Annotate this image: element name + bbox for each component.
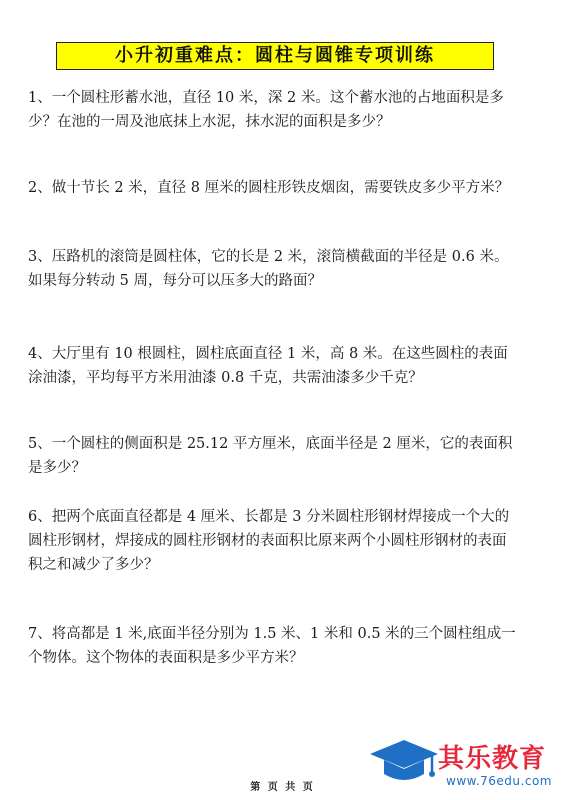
question-4 <box>28 342 540 390</box>
question-line: 7、将高都是 1 米,底面半径分别为 1.5 米、1 米和 0.5 米的三个圆柱组成一 <box>28 626 516 642</box>
question-line: 涂油漆，平均每平方米用油漆 0.8 千克，共需油漆多少千克？ <box>28 370 423 386</box>
question-line: 积之和减少了多少？ <box>28 557 159 573</box>
graduation-cap-icon <box>368 736 440 788</box>
question-line: 1、一个圆柱形蓄水池，直径 10 米，深 2 米。这个蓄水池的占地面积是多 <box>28 90 504 106</box>
brand-logo <box>368 736 558 792</box>
question-5 <box>28 432 540 480</box>
question-line: 5、一个圆柱的侧面积是 25.12 平方厘米，底面半径是 2 厘米，它的表面积 <box>28 436 513 452</box>
brand-url: www.76edu.com <box>446 774 552 788</box>
page-footer: 第 页 共 页 <box>250 782 315 793</box>
question-line: 4、大厅里有 10 根圆柱，圆柱底面直径 1 米，高 8 米。在这些圆柱的表面 <box>28 346 508 362</box>
question-line: 少？在池的一周及池底抹上水泥，抹水泥的面积是多少？ <box>28 114 391 130</box>
question-line: 圆柱形钢材，焊接成的圆柱形钢材的表面积比原来两个小圆柱形钢材的表面 <box>28 533 507 549</box>
question-line: 6、把两个底面直径都是 4 厘米、长都是 3 分米圆柱形钢材焊接成一个大的 <box>28 509 510 525</box>
question-line: 2、做十节长 2 米，直径 8 厘米的圆柱形铁皮烟囱，需要铁皮多少平方米？ <box>28 180 510 196</box>
page-title: 小升初重难点：圆柱与圆锥专项训练 <box>56 42 494 70</box>
question-3 <box>28 245 540 293</box>
brand-name: 其乐教育 <box>438 744 547 774</box>
question-7 <box>28 622 540 670</box>
question-line: 如果每分转动 5 周，每分可以压多大的路面？ <box>28 273 322 289</box>
question-line: 3、压路机的滚筒是圆柱体，它的长是 2 米，滚筒横截面的半径是 0.6 米。 <box>28 249 509 265</box>
question-2 <box>28 176 540 200</box>
question-1 <box>28 86 540 134</box>
question-6 <box>28 505 540 577</box>
question-line: 是多少？ <box>28 460 86 476</box>
question-line: 个物体。这个物体的表面积是多少平方米？ <box>28 650 304 666</box>
